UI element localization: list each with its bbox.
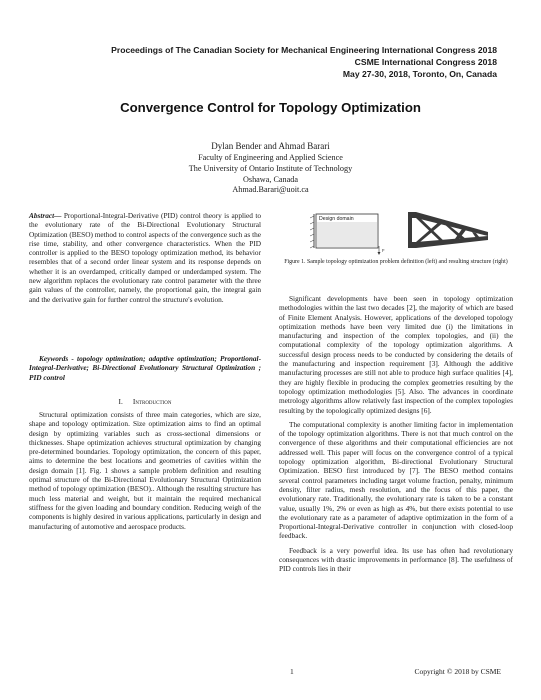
authors: Dylan Bender and Ahmad Barari <box>211 141 330 151</box>
abstract-text: Proportional-Integral-Derivative (PID) control theory is applied to the evolutionary rate of the Bi-Directional Evolutionary Structural Optimization (BESO) method to control aspects of the convergence such as the rise time, stability, and other convergence characteristics. When the PID controller is applied to the BESO topology optimization method, its behavior resembles that of a second order linear system and its response depends on whether it is an overdamped, critically damped or underdamped system. The new algorithm replaces the evolutionary rate control parameter with the three gain values of the controller, namely, the proportional gain, the integral gain and the derivative gain for further control the structure's evolution. <box>29 211 261 304</box>
abstract-label: Abstract— <box>29 211 62 220</box>
paragraph-feedback: Feedback is a very powerful idea. Its use has often had revolutionary consequences with drastic improvements in performance [8]. The usefulness of PID controls lies in their <box>279 545 513 574</box>
keywords <box>29 354 261 382</box>
abstract <box>29 211 261 304</box>
copyright: Copyright © 2018 by CSME <box>414 667 501 676</box>
design-domain-label: Design domain <box>319 216 354 222</box>
affiliation-dept: Faculty of Engineering and Applied Science <box>198 153 343 162</box>
section-heading <box>29 397 261 406</box>
paragraph-developments: Significant developments have been seen in topology optimization methodologies within the last two decades [2], the majority of which are based of Finite Element Analysis. However, applications of the developed topology optimization methods have been very limited due (i) the limitations in manufacturing and inspection of the complex topologies, and (ii) the computational complexity of the topology optimization algorithms. A successful design process needs to be conducted by considering the details of the manufacturing and inspection requirement [3]. Although the additive manufacturing processes are still not able to produce high surface qualities [4], they are highly flexible in producing the complex geometries resulting by the topology optimization methodologies [5]. Also. The advances in coordinate metrology algorithms allow relatively fast inspection of the complex topologies resulting by the topologically optimized designs [6]. <box>279 294 513 415</box>
introduction-body <box>29 410 261 531</box>
author-email: Ahmad.Barari@uoit.ca <box>232 185 309 194</box>
page-number: 1 <box>290 667 294 676</box>
figure-1-graphic <box>306 210 496 258</box>
affiliation-university: The University of Ontario Institute of Technology <box>188 164 353 173</box>
design-domain-diagram <box>310 214 385 255</box>
force-label: F <box>382 248 385 253</box>
figure-1-caption: Figure 1. Sample topology optimization problem definition (left) and resulting structure (right) <box>284 259 508 265</box>
section-title: Introduction <box>132 397 172 406</box>
introduction-paragraph: Structural optimization consists of three main categories, which are size, shape and topology optimization. Size optimization aims to find an optimal design by optimizing variables such as cross-sectional dimensions or thicknesses. Shape optimization achieves structural optimization by changing pre-determined boundaries. Topology optimization, the concern of this paper, aims to determine the best locations and geometries of cavities within the design domain [1]. Fig. 1 shows a sample problem definition and resulting optimal structure of the Bi-Directional Evolutionary Structural Optimization method of topology optimization (BESO).. Although the resulting structure has much less material and weight, but it maintain the required mechanical stiffness for the given loading and boundary condition. Reducing weigh of the components is highly desired in various applications, particularly in design and manufacturing of automotive and aerospace products. <box>29 410 261 531</box>
section-number: I. <box>118 397 123 406</box>
paragraph-complexity: The computational complexity is another limiting factor in implementation of the topology optimization algorithms. There is not that much control on the convergence of these algorithms and their computational efficiencies are not addressed well. This paper will focus on the convergence control of a typical topology optimization algorithm, Bi-directional Evolutionary Structural Optimization. BESO first introduced by [7]. The BESO method contains several control parameters including target volume fraction, penalty, minimum density, filter radius, mesh resolution, and the focus of this paper, the evolutionary rate. Traditionally, the evolutionary rate is taken to be a constant value, usually 1%, 2% or even as high as 4%, but there exists potential to use the evolutionary rate as a parameter of adaptive optimization in the form of a Proportional-Integral-Derivative controller in conjunction with closed-loop feedback. <box>279 419 513 541</box>
conference-line-3: May 27-30, 2018, Toronto, On, Canada <box>342 69 497 79</box>
paper-title: Convergence Control for Topology Optimization <box>120 100 421 115</box>
affiliation-city: Oshawa, Canada <box>242 175 299 184</box>
figure-1 <box>306 210 496 263</box>
optimized-structure-diagram <box>408 212 488 248</box>
keywords-text: Keywords - topology optimization; adaptive optimization; Proportional-Integral-Derivative; Bi-Directional Evolutionary Structural Optimization ; PID control <box>29 354 261 382</box>
conference-line-2: CSME International Congress 2018 <box>354 57 497 67</box>
conference-line-1: Proceedings of The Canadian Society for Mechanical Engineering International Congress 2018 <box>111 45 497 55</box>
right-column-body <box>279 294 513 574</box>
